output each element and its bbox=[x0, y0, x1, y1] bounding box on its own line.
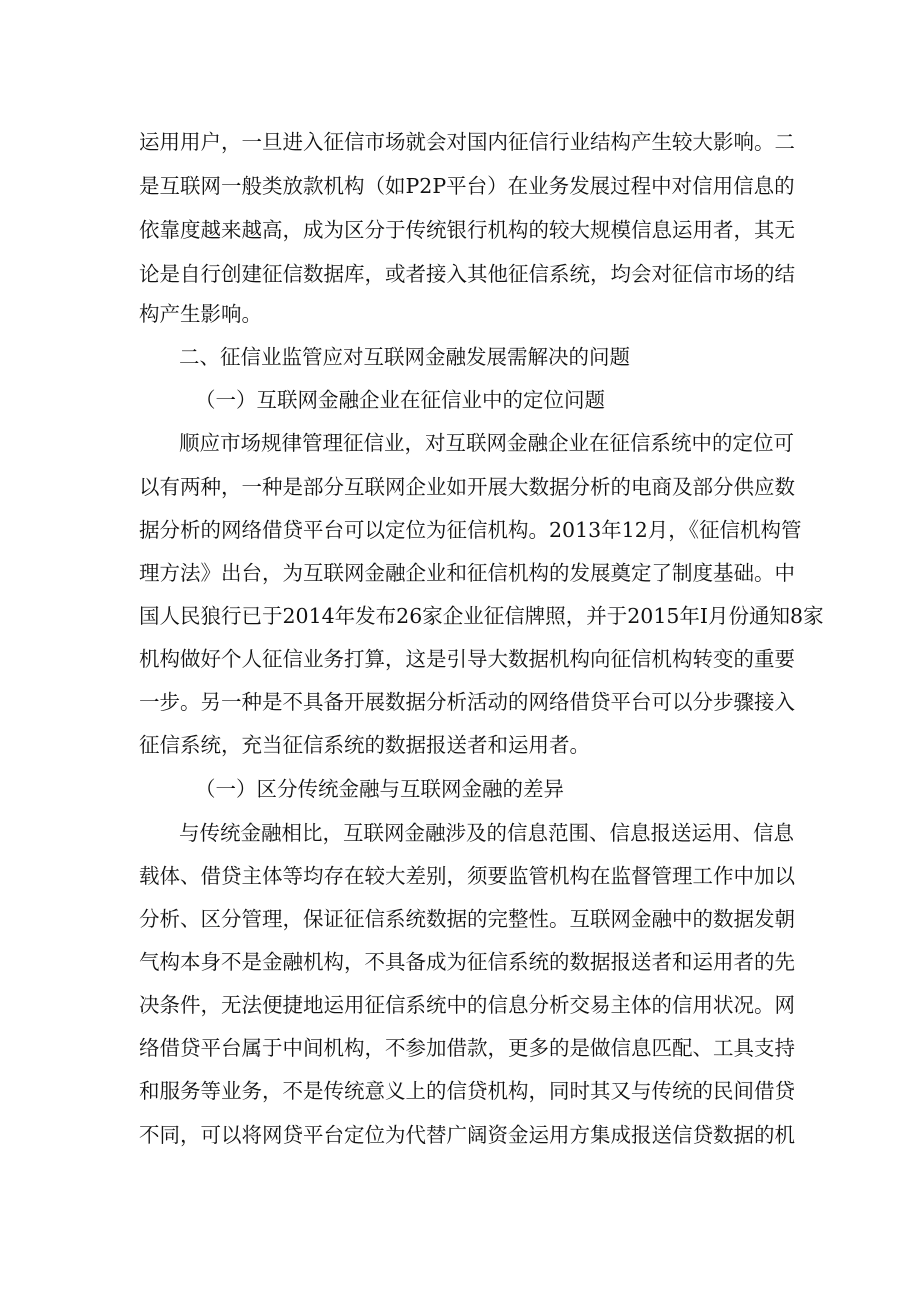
paragraph-line: 决条件，无法便捷地运用征信系统中的信息分析交易主体的信用状况。网 bbox=[139, 993, 795, 1017]
paragraph-line: 论是自行创建征信数据库，或者接入其他征信系统，均会对征信市场的结 bbox=[139, 262, 795, 286]
paragraph-line: 顺应市场规律管理征信业，对互联网金融企业在征信系统中的定位可 bbox=[179, 431, 794, 455]
paragraph-line: 分析、区分管理，保证征信系统数据的完整性。互联网金融中的数据发朝 bbox=[139, 907, 795, 931]
paragraph-line: 征信系统，充当征信系统的数据报送者和运用者。 bbox=[139, 733, 590, 757]
paragraph-line: 载体、借贷主体等均存在较大差别，须要监管机构在监督管理工作中加以 bbox=[139, 864, 795, 888]
paragraph-line: 络借贷平台属于中间机构，不参加借款，更多的是做信息匹配、工具支持 bbox=[139, 1036, 795, 1060]
paragraph-line: 以有两种，一种是部分互联网企业如开展大数据分析的电商及部分供应数 bbox=[139, 475, 795, 499]
paragraph-line: 构产生影响。 bbox=[139, 302, 262, 326]
paragraph-line: 与传统金融相比，互联网金融涉及的信息范围、信息报送运用、信息 bbox=[179, 821, 794, 845]
paragraph-line: 和服务等业务，不是传统意义上的信贷机构，同时其又与传统的民间借贷 bbox=[139, 1079, 795, 1103]
paragraph-line: 国人民狼行已于2014年发布26家企业征信牌照，并于2015年I月份通知8家 bbox=[139, 604, 824, 628]
subsection-heading: （一）区分传统金融与互联网金融的差异 bbox=[195, 777, 564, 801]
paragraph-line: 运用用户，一旦进入征信市场就会对国内征信行业结构产生较大影响。二 bbox=[139, 130, 795, 154]
paragraph-line: 一步。另一种是不具备开展数据分析活动的网络借贷平台可以分步骤接入 bbox=[139, 690, 795, 714]
paragraph-line: 理方法》出台，为互联网金融企业和征信机构的发展奠定了制度基础。中 bbox=[139, 561, 795, 585]
paragraph-line: 气构本身不是金融机构，不具备成为征信系统的数据报送者和运用者的先 bbox=[139, 950, 795, 974]
section-heading: 二、征信业监管应对互联网金融发展需解决的问题 bbox=[179, 345, 630, 369]
paragraph-line: 不同，可以将网贷平台定位为代替广阔资金运用方集成报送信贷数据的机 bbox=[139, 1123, 795, 1147]
subsection-heading: （一）互联网金融企业在征信业中的定位问题 bbox=[195, 388, 605, 412]
paragraph-line: 依靠度越来越高，成为区分于传统银行机构的较大规模信息运用者，其无 bbox=[139, 218, 795, 242]
paragraph-line: 机构做好个人征信业务打算，这是引导大数据机构向征信机构转变的重要 bbox=[139, 647, 795, 671]
paragraph-line: 是互联网一般类放款机构（如P2P平台）在业务发展过程中对信用信息的 bbox=[139, 174, 795, 198]
paragraph-line: 据分析的网络借贷平台可以定位为征信机构。2013年12月，《征信机构管 bbox=[139, 518, 802, 542]
